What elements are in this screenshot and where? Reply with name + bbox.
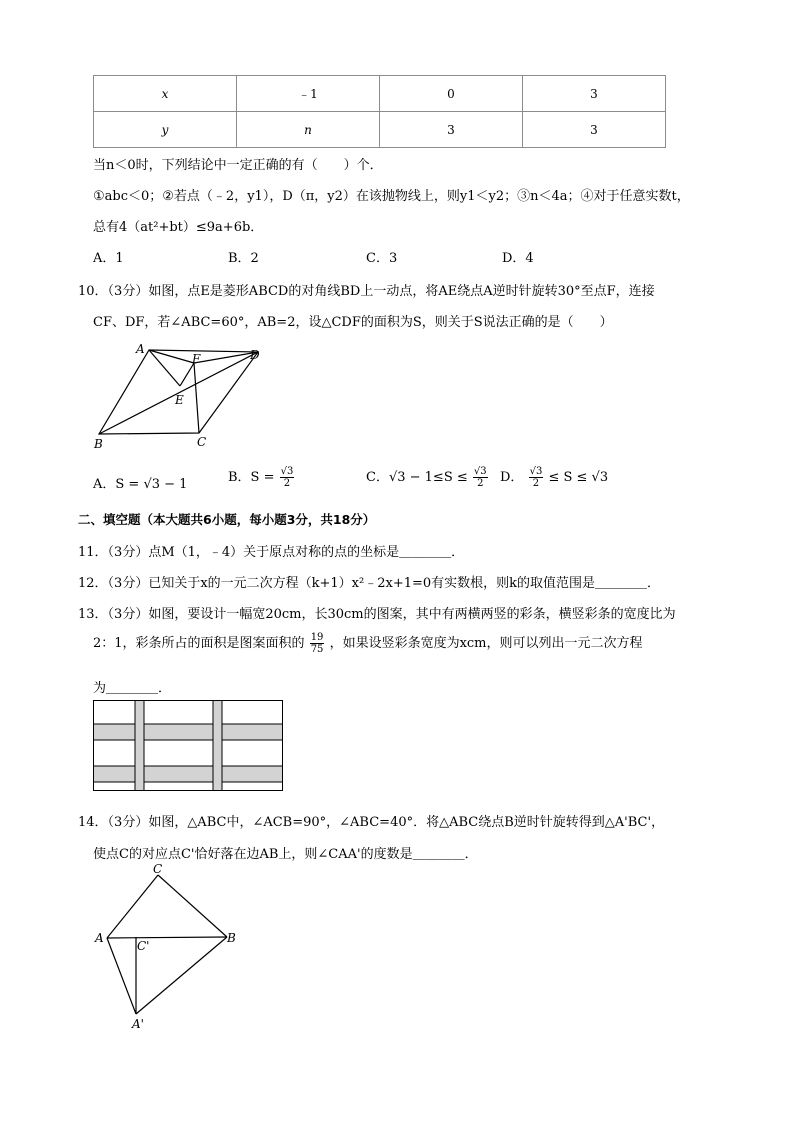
q10-option-a[interactable]: A．S = √3 − 1 [93,477,188,492]
table-cell: x [94,76,237,112]
label-a-prime: A' [132,1017,144,1031]
label-a: A [95,931,104,945]
q13-line3: 为＿＿＿＿． [93,681,172,696]
fraction-sqrt3-over-2: $\frac{√3}{2}$ [529,466,543,489]
fraction-19-over-75: $\frac{19}{75}$ [310,632,324,655]
table-cell: y [94,112,237,148]
q10-option-d[interactable] [500,466,608,489]
q9-line2: ①abc＜0；②若点（﹣2，y1），D（π，y2）在该抛物线上，则y1＜y2；③n＜4a；④对于任意实数t， [93,189,690,204]
q10-option-d-prefix: D． [500,470,524,485]
value-table [93,75,666,148]
segment-ac [107,875,158,938]
q10-option-b-prefix: B．S = [228,470,275,485]
table-cell: 3 [380,112,523,148]
q14-line2: 使点C的对应点C'恰好落在边AB上，则∠CAA'的度数是＿＿＿＿． [93,847,478,862]
rhombus-figure [90,340,270,452]
q13-line1: 13．（3分）如图，要设计一幅宽20cm，长30cm的图案，其中有两横两竖的彩条，横竖彩条的宽度比为 [78,607,676,622]
q13-line2-b: ，如果设竖彩条宽度为xcm，则可以列出一元二次方程 [329,636,643,651]
q10-line1: 10．（3分）如图，点E是菱形ABCD的对角线BD上一动点，将AE绕点A逆时针旋转30°至点F，连接 [78,284,655,299]
q10-line2: CF、DF，若∠ABC=60°，AB=2，设△CDF的面积为S，则关于S说法正确的是（ ） [93,315,613,330]
horizontal-stripe [94,724,283,740]
vertical-stripe [135,701,144,791]
q12-text: 12．（3分）已知关于x的一元二次方程（k+1）x²﹣2x+1=0有实数根，则k的取值范围是＿＿＿＿． [78,576,661,591]
label-d: D [250,348,260,362]
q9-option-b[interactable]: B．2 [228,251,259,266]
q9-option-a[interactable]: A．1 [93,251,124,266]
q14-line1: 14．（3分）如图，△ABC中，∠ACB=90°，∠ABC=40°．将△ABC绕点B逆时针旋转得到△A'BC'， [78,815,665,830]
segment-cf [194,363,199,433]
q10-option-c[interactable] [366,466,489,489]
q10-option-c-prefix: C．√3 − 1≤S ≤ [366,470,468,485]
table-row [94,76,666,112]
q10-option-b[interactable] [228,466,295,489]
table-cell: 0 [380,76,523,112]
label-e: E [175,393,184,407]
horizontal-stripe [94,766,283,782]
table-cell: 3 [523,76,666,112]
q10-option-d-suffix: ≤ S ≤ √3 [548,470,609,485]
segment-cb [158,875,227,937]
table-cell: ﹣1 [237,76,380,112]
label-c: C [153,862,163,876]
table-row [94,112,666,148]
label-a: A [136,342,145,356]
segment-ef [180,363,194,386]
q13-line2 [93,632,643,655]
fraction-sqrt3-over-2: $\frac{√3}{2}$ [473,466,487,489]
segment-ab [107,937,227,938]
label-b: B [227,931,236,945]
table-cell: n [237,112,380,148]
q9-line1: 当n＜0时，下列结论中一定正确的有（ ）个． [93,158,383,173]
fraction-sqrt3-over-2: $\frac{√3}{2}$ [280,466,294,489]
q9-option-c[interactable]: C．3 [366,251,398,266]
segment-aa-prime [107,938,136,1014]
label-c: C [197,435,207,449]
segment-ae [149,350,180,386]
q13-line2-a: 2：1，彩条所占的面积是图案面积的 [93,636,305,651]
table-cell: 3 [523,112,666,148]
triangle-rotation-figure [90,862,250,1032]
segment-af [149,350,194,363]
label-b: B [94,437,103,451]
label-f: F [192,352,201,366]
q9-line3: 总有4（at²+bt）≤9a+6b． [93,220,264,235]
vertical-stripe [213,701,222,791]
segment-a-prime-b [136,937,227,1014]
q9-option-d[interactable]: D．4 [502,251,534,266]
q11-text: 11．（3分）点M（1，﹣4）关于原点对称的点的坐标是＿＿＿＿． [78,545,465,560]
stripe-pattern-figure [93,700,285,792]
section-title: 二、填空题（本大题共6小题，每小题3分，共18分） [78,512,376,527]
label-c-prime: C' [137,939,150,953]
